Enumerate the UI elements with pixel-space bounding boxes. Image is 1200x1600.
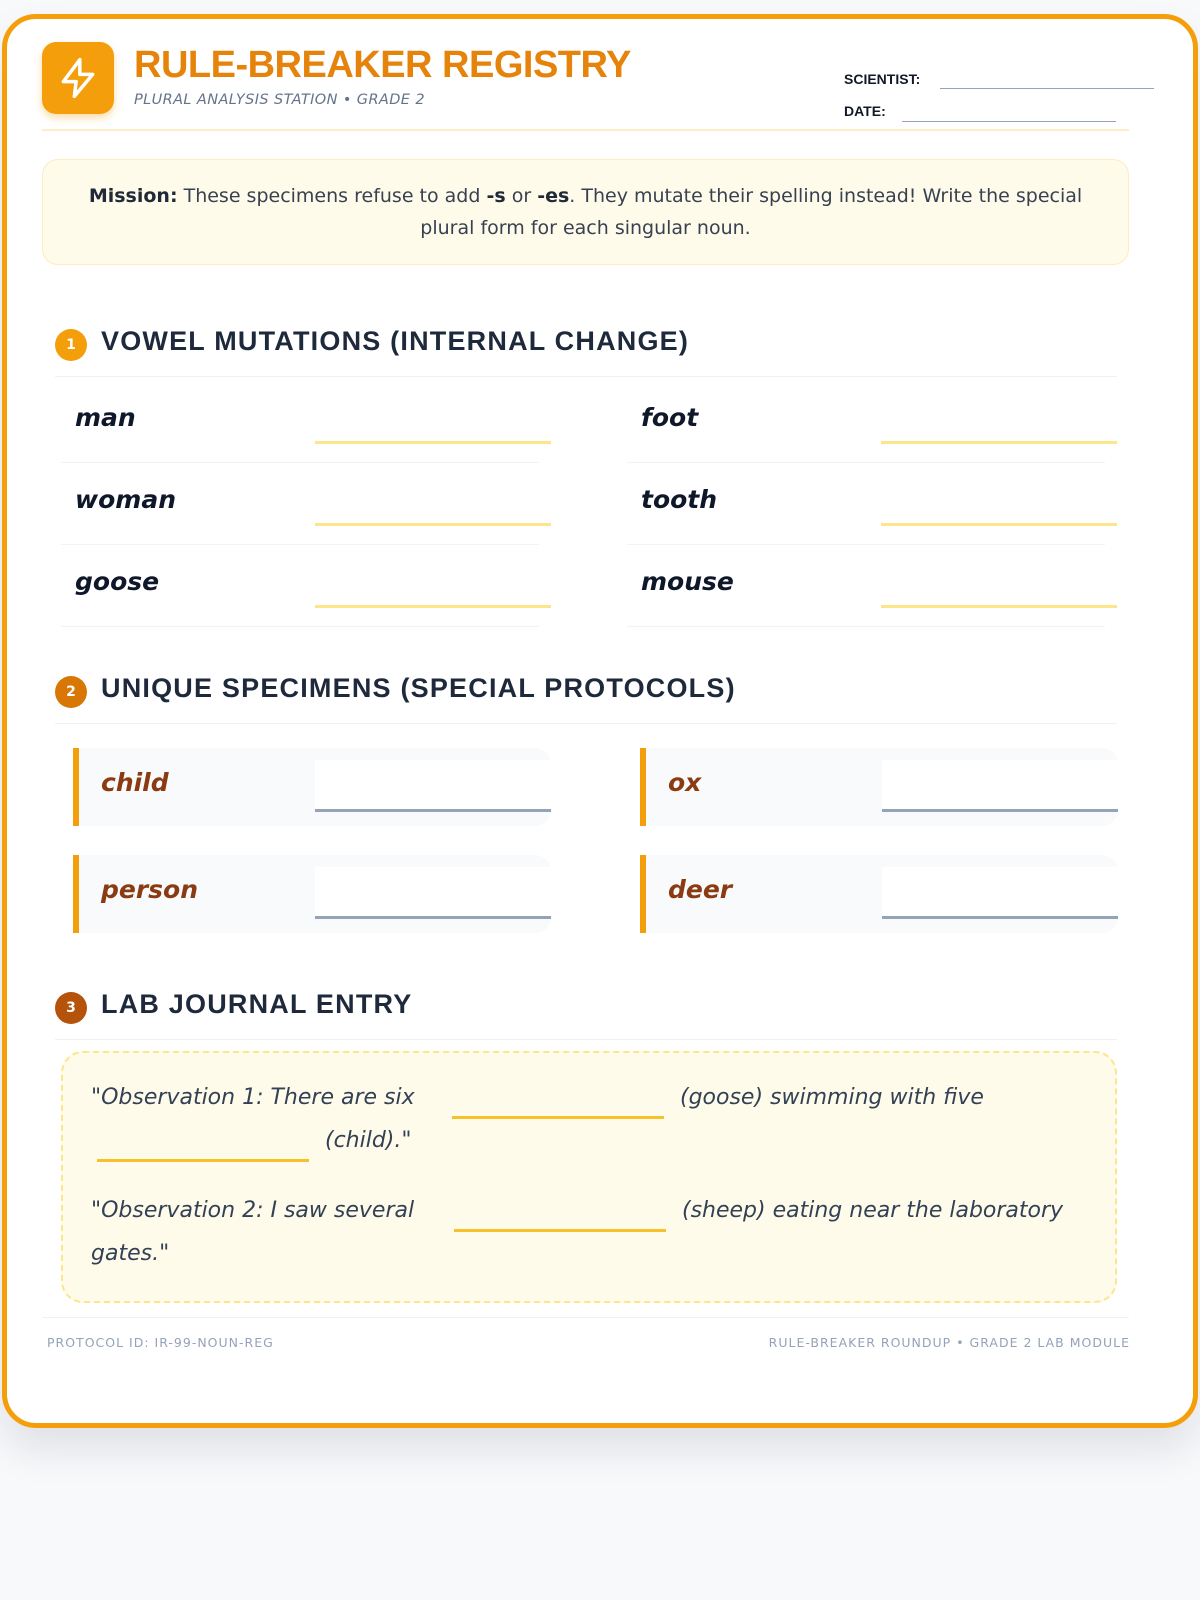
vowel-row-mouse [627,559,1105,627]
lightning-bolt-icon [42,42,114,114]
section-number-badge: 2 [55,676,87,708]
observation-1-text: "Observation 1: There are six [91,1085,415,1110]
page-title: RULE-BREAKER REGISTRY [134,44,631,86]
singular-noun: man [75,403,136,432]
vowel-row-goose [61,559,539,627]
vowel-row-man [61,395,539,463]
section-title: UNIQUE SPECIMENS (SPECIAL PROTOCOLS) [101,673,736,703]
header-divider [42,129,1129,131]
singular-noun: woman [75,485,176,514]
mission-text-part: These specimens refuse to add [177,185,487,207]
module-label: RULE-BREAKER ROUNDUP • GRADE 2 LAB MODULE [768,1335,1130,1350]
mission-label: Mission: [88,185,178,207]
scientist-label: SCIENTIST: [844,71,921,87]
plural-answer-field[interactable] [882,760,1118,812]
mission-box [42,159,1129,265]
singular-noun: mouse [641,567,734,596]
footer-divider [42,1317,1129,1318]
answer-line-child[interactable] [97,1159,309,1162]
specimen-card-ox [640,748,1118,826]
singular-noun: person [101,875,199,904]
plural-answer-line[interactable] [315,441,551,444]
plural-answer-line[interactable] [881,523,1117,526]
section-number-badge: 3 [55,992,87,1024]
protocol-id: PROTOCOL ID: IR-99-NOUN-REG [47,1335,274,1350]
observation-2-text: "Observation 2: I saw several [91,1198,415,1223]
section-title: VOWEL MUTATIONS (INTERNAL CHANGE) [101,326,690,356]
plural-answer-line[interactable] [881,605,1117,608]
page-subtitle: PLURAL ANALYSIS STATION • GRADE 2 [134,92,425,108]
section-header-vowel-mutations [55,325,1117,377]
singular-noun: foot [641,403,699,432]
answer-line-goose[interactable] [452,1116,664,1119]
observation-1-text: (goose) swimming with five [680,1085,984,1110]
singular-noun: goose [75,567,160,596]
plural-answer-field[interactable] [882,867,1118,919]
plural-answer-line[interactable] [315,523,551,526]
specimen-card-child [73,748,551,826]
specimen-card-deer [640,855,1118,933]
singular-noun: deer [668,875,733,904]
vowel-row-foot [627,395,1105,463]
singular-noun: ox [668,768,702,797]
s-suffix: -s [486,185,506,207]
vowel-row-woman [61,477,539,545]
section-header-lab-journal [55,988,1117,1040]
mission-text-part: or [505,185,538,207]
singular-noun: tooth [641,485,718,514]
plural-answer-field[interactable] [315,760,551,812]
scientist-field[interactable] [940,88,1154,89]
specimen-card-person [73,855,551,933]
mission-text [83,180,1088,244]
section-number-badge: 1 [55,329,87,361]
observation-1-text: (child)." [325,1128,412,1153]
mission-text-part: . They mutate their spelling instead! Write the special plural form for each singular noun. [420,185,1083,239]
vowel-row-tooth [627,477,1105,545]
observation-2-text: gates." [91,1241,170,1266]
lab-journal-box [61,1051,1117,1303]
date-label: DATE: [844,103,886,119]
singular-noun: child [101,768,169,797]
plural-answer-field[interactable] [315,867,551,919]
date-field[interactable] [902,121,1116,122]
section-header-unique-specimens [55,672,1117,724]
plural-answer-line[interactable] [315,605,551,608]
es-suffix: -es [537,185,570,207]
observation-2-text: (sheep) eating near the laboratory [682,1198,1064,1223]
answer-line-sheep[interactable] [454,1229,666,1232]
plural-answer-line[interactable] [881,441,1117,444]
section-title: LAB JOURNAL ENTRY [101,989,413,1019]
